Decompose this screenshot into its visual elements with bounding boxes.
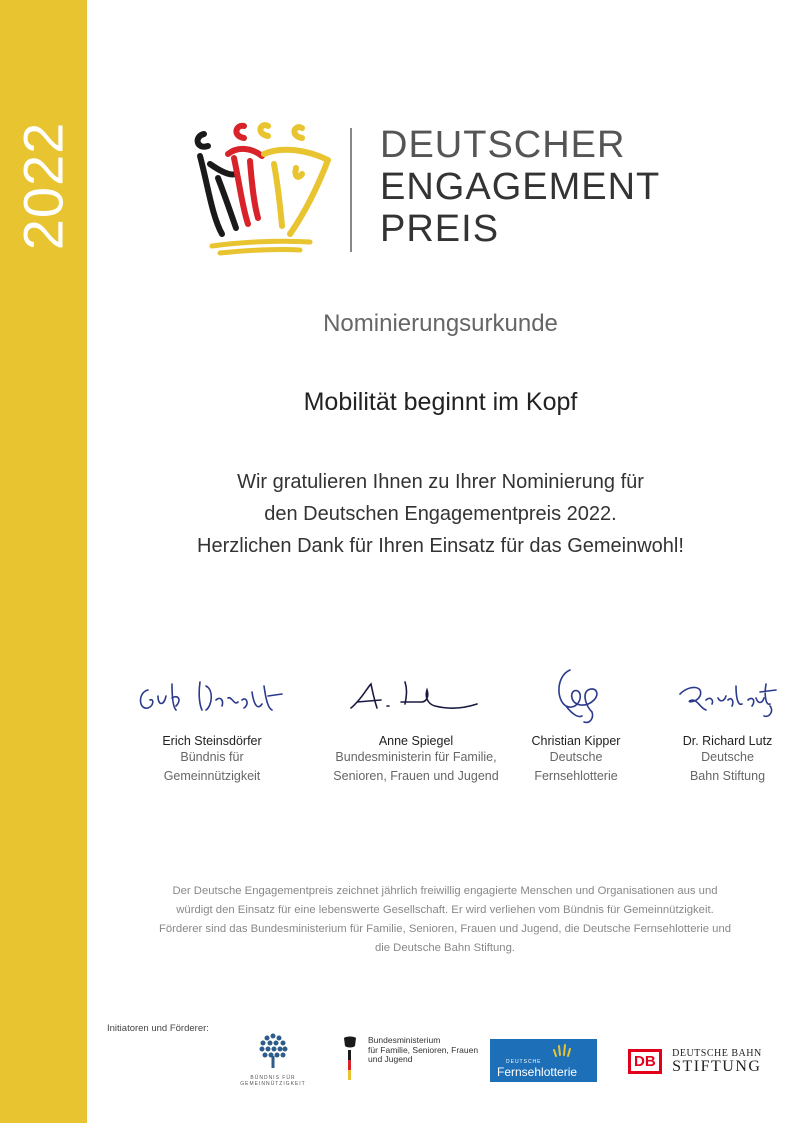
signatory-name: Christian Kipper <box>531 734 621 748</box>
signatory-org-line-2: Bahn Stiftung <box>689 769 766 783</box>
footer-line-3: Förderer sind das Bundesministerium für Familie, Senioren, Frauen und Jugend, die Deutsche Fernsehlotterie und <box>158 923 732 935</box>
message-line-2: den Deutschen Engagementpreis 2022. <box>264 503 617 525</box>
congratulation-message <box>87 466 794 562</box>
db-line-1: DEUTSCHE BAHN <box>672 1048 762 1059</box>
signatory-org-line-1: Bundesministerin für Familie, <box>335 750 497 764</box>
signatory-org-line-1: Bündnis für <box>180 750 244 764</box>
sunrays-icon <box>552 1042 572 1058</box>
message-line-1: Wir gratulieren Ihnen zu Ihrer Nominierung für <box>237 471 644 493</box>
signatory-1 <box>132 666 292 786</box>
fsl-big-text: Fernsehlotterie <box>497 1065 578 1079</box>
logo-wordmark <box>380 124 660 250</box>
document-type: Nominierungsurkunde <box>323 310 558 337</box>
initiators-label: Initiatoren und Förderer: <box>107 1023 209 1034</box>
signatory-org-line-2: Senioren, Frauen und Jugend <box>333 769 499 783</box>
logo-line-1: DEUTSCHER <box>380 124 626 166</box>
signatory-org-line-2: Gemeinnützigkeit <box>163 769 261 783</box>
fsl-small-text: DEUTSCHE <box>506 1059 542 1065</box>
signature-steinsdoerfer <box>132 666 302 730</box>
fernsehlotterie-logo <box>490 1039 597 1082</box>
footer-line-1: Der Deutsche Engagementpreis zeichnet jährlich freiwillig engagierte Menschen und Organisationen aus und <box>172 885 718 897</box>
signatory-name: Erich Steinsdörfer <box>162 734 262 748</box>
logo-divider <box>350 128 352 252</box>
logo-line-3: PREIS <box>380 208 500 250</box>
tree-icon <box>240 1030 306 1070</box>
signatory-3 <box>526 666 626 786</box>
bfg-line-2: GEMEINNÜTZIGKEIT <box>240 1081 306 1087</box>
logo-line-2: ENGAGEMENT <box>380 166 661 208</box>
signatory-org-line-2: Fernsehlotterie <box>534 769 618 783</box>
bmfsfj-logo <box>340 1035 479 1084</box>
db-line-2: STIFTUNG <box>672 1058 762 1075</box>
bmfsfj-line-2: für Familie, Senioren, Frauen <box>368 1044 479 1055</box>
db-stiftung-logo <box>628 1048 762 1075</box>
year-label: 2022 <box>11 121 75 251</box>
signatory-name: Anne Spiegel <box>378 734 454 748</box>
signatory-name: Dr. Richard Lutz <box>682 734 773 748</box>
signature-kipper <box>526 666 626 730</box>
bmfsfj-line-3: und Jugend <box>368 1054 413 1064</box>
signature-lutz <box>670 666 785 730</box>
bfg-line-1: BÜNDNIS FÜR <box>250 1075 296 1081</box>
db-box: DB <box>628 1049 662 1074</box>
bfg-logo <box>240 1030 306 1087</box>
eagle-flag-icon <box>340 1036 360 1082</box>
signature-spiegel <box>331 666 501 730</box>
project-name: Mobilität beginnt im Kopf <box>303 388 578 416</box>
crown-logo-icon <box>190 116 335 261</box>
signatory-org-line-1: Deutsche <box>549 750 603 764</box>
signatory-2 <box>326 666 506 786</box>
message-line-3: Herzlichen Dank für Ihren Einsatz für das Gemeinwohl! <box>197 535 684 557</box>
bmfsfj-line-1: Bundesministerium <box>368 1035 441 1045</box>
sidebar-stripe <box>0 0 87 1123</box>
signatory-org-line-1: Deutsche <box>701 750 754 764</box>
signatory-4 <box>670 666 785 786</box>
footer-description <box>120 882 770 958</box>
footer-line-2: würdigt den Einsatz für eine lebenswerte Gesellschaft. Er wird verliehen vom Bündnis für Gemeinnützigkeit. <box>176 904 714 916</box>
footer-line-4: die Deutsche Bahn Stiftung. <box>374 942 516 954</box>
